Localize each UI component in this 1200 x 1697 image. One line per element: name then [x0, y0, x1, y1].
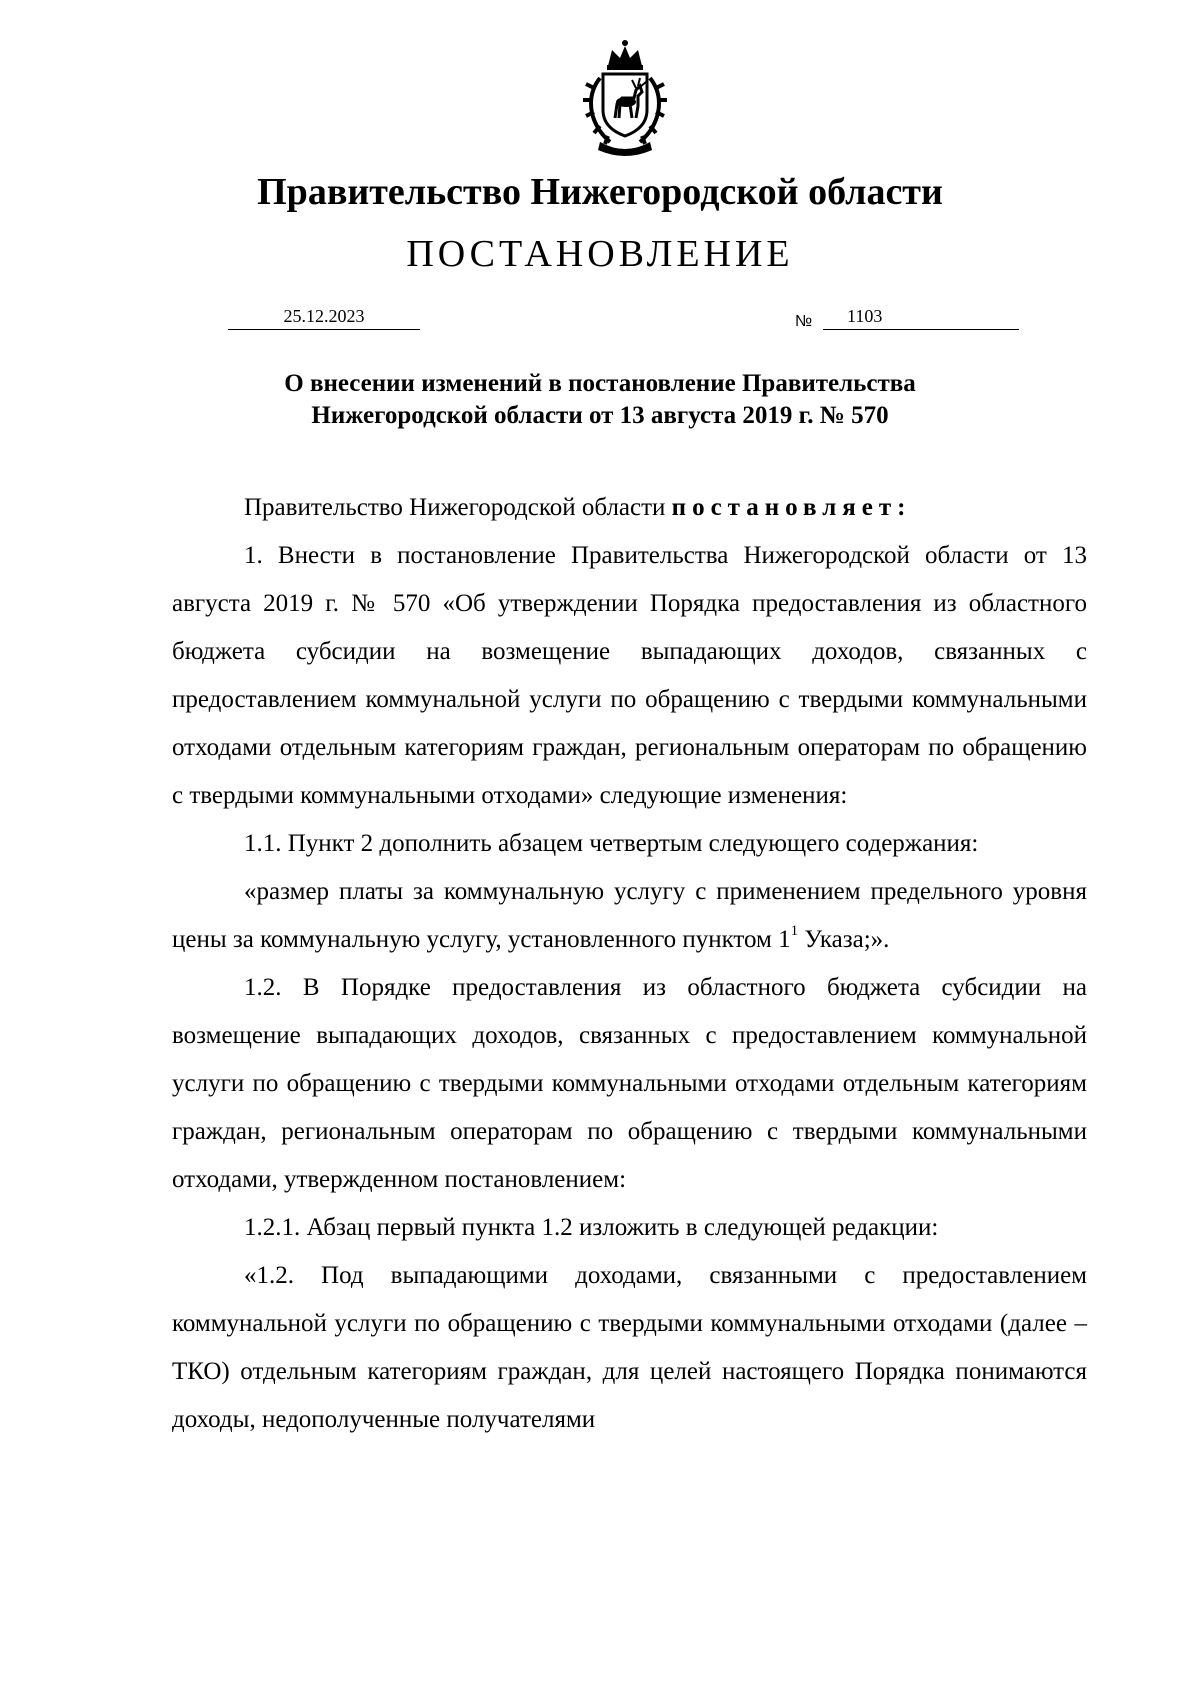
paragraph-1-2-1-quote: «1.2. Под выпадающими доходами, связанными с предоставлением коммунальной услуги по обращению с твердыми коммунальными отходами (далее – ТКО) отдельным категориям граждан, для целей настоящего Порядка понимаются доходы, недополученные получателями: [172, 1262, 1087, 1433]
decree-word: постановляет:: [671, 494, 912, 521]
subject-line-2: Нижегородской области от 13 августа 2019 г. № 570: [311, 402, 889, 429]
number-field: [823, 305, 1019, 330]
paragraph-1: 1. Внести в постановление Правительства Нижегородской области от 13 августа 2019 г. № 570 «Об утверждении Порядка предоставления из областного бюджета субсидии на возмещение выпадающих доходов, связанных с предоставлением коммунальной услуги по обращению с твердыми коммунальными отходами отдельным категориям граждан, региональным операторам по обращению с твердыми коммунальными отходами» следующие изменения:: [172, 542, 1087, 809]
preamble-paragraph: [172, 484, 1087, 532]
paragraph-1-1-quote: [172, 868, 1087, 964]
paragraph-1-1: 1.1. Пункт 2 дополнить абзацем четвертым следующего содержания:: [244, 830, 979, 857]
quote-text-b: Указа;».: [798, 926, 890, 953]
document-number: 1103: [847, 306, 883, 326]
number-sign: №: [795, 313, 813, 330]
paragraph-1-2: 1.2. В Порядке предоставления из областного бюджета субсидии на возмещение выпадающих доходов, связанных с предоставлением коммунальной услуги по обращению с твердыми коммунальными отходами отдельным категориям граждан, региональным операторам по обращению с твердыми коммунальными отходами, утвержденном постановлением:: [172, 974, 1087, 1193]
subject-line-1: О внесении изменений в постановление Правительства: [284, 370, 916, 397]
document-subject: [0, 368, 1200, 432]
paragraph-1-2-1: 1.2.1. Абзац первый пункта 1.2 изложить в следующей редакции:: [244, 1214, 939, 1241]
superscript: 1: [790, 923, 799, 939]
preamble-text: Правительство Нижегородской области: [244, 494, 672, 521]
government-title: Правительство Нижегородской области: [257, 171, 943, 213]
document-date: 25.12.2023: [283, 306, 365, 326]
date-field: [228, 305, 420, 330]
quote-text-a: «размер платы за коммунальную услугу с применением предельного уровня цены за коммунальную услугу, установленного пунктом 1: [172, 878, 1087, 953]
document-body: [172, 484, 1087, 1444]
coat-of-arms-icon: [570, 38, 680, 156]
document-type: ПОСТАНОВЛЕНИЕ: [406, 233, 794, 275]
